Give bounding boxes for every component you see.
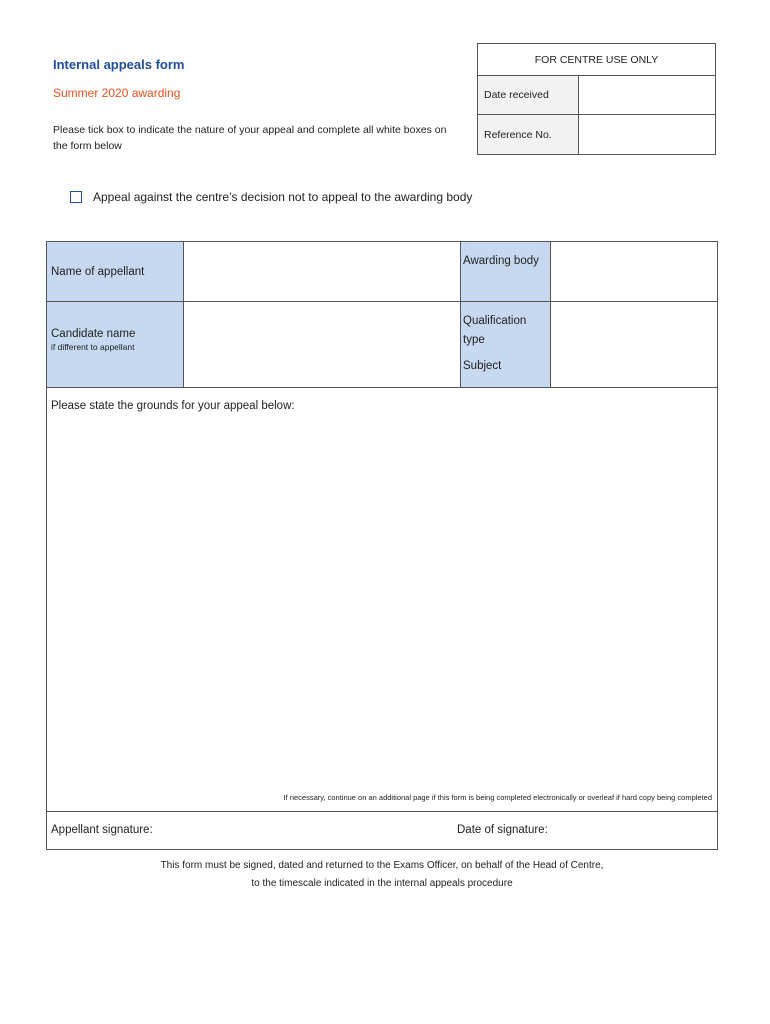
candidate-name-field[interactable] — [184, 302, 461, 388]
date-received-row — [478, 76, 715, 115]
qualification-type-label: Qualification type — [463, 315, 527, 346]
reference-field[interactable] — [579, 115, 715, 154]
appeal-checkbox[interactable] — [70, 191, 82, 203]
qualification-subject-field[interactable] — [551, 302, 717, 388]
date-received-label: Date received — [478, 76, 579, 114]
form-title: Internal appeals form — [53, 57, 185, 72]
qualification-label-cell — [461, 302, 551, 388]
form-subtitle: Summer 2020 awarding — [53, 86, 181, 100]
date-received-field[interactable] — [579, 76, 715, 114]
footer-line-2: to the timescale indicated in the internal appeals procedure — [251, 878, 513, 889]
centre-use-heading: FOR CENTRE USE ONLY — [478, 44, 715, 76]
footer-line-1: This form must be signed, dated and returned to the Exams Officer, on behalf of the Head of Centre, — [160, 860, 604, 871]
awarding-body-field[interactable] — [551, 242, 717, 302]
date-of-signature-label: Date of signature: — [457, 824, 548, 836]
grounds-label: Please state the grounds for your appeal below: — [51, 400, 295, 412]
footer-note — [46, 857, 718, 893]
centre-use-box — [477, 43, 716, 155]
form-instructions: Please tick box to indicate the nature of your appeal and complete all white boxes on the form below — [53, 124, 447, 152]
name-of-appellant-field[interactable] — [184, 242, 461, 302]
reference-row — [478, 115, 715, 154]
grounds-section — [47, 388, 717, 812]
reference-label: Reference No. — [478, 115, 579, 154]
awarding-body-label: Awarding body — [461, 242, 551, 302]
name-of-appellant-label: Name of appellant — [47, 242, 184, 302]
candidate-name-label: Candidate name — [51, 328, 136, 340]
grounds-text-area[interactable] — [47, 418, 717, 787]
subject-label: Subject — [463, 360, 502, 372]
continuation-note: If necessary, continue on an additional page if this form is being completed electronically or overleaf if hard copy being completed — [283, 793, 712, 802]
appeal-checkbox-label: Appeal against the centre’s decision not to appeal to the awarding body — [93, 190, 473, 204]
appellant-signature-label: Appellant signature: — [51, 824, 153, 836]
appeal-form-table — [46, 241, 718, 850]
signature-row — [47, 812, 717, 849]
candidate-name-label-cell — [47, 302, 184, 388]
candidate-name-sublabel: if different to appellant — [51, 342, 135, 352]
